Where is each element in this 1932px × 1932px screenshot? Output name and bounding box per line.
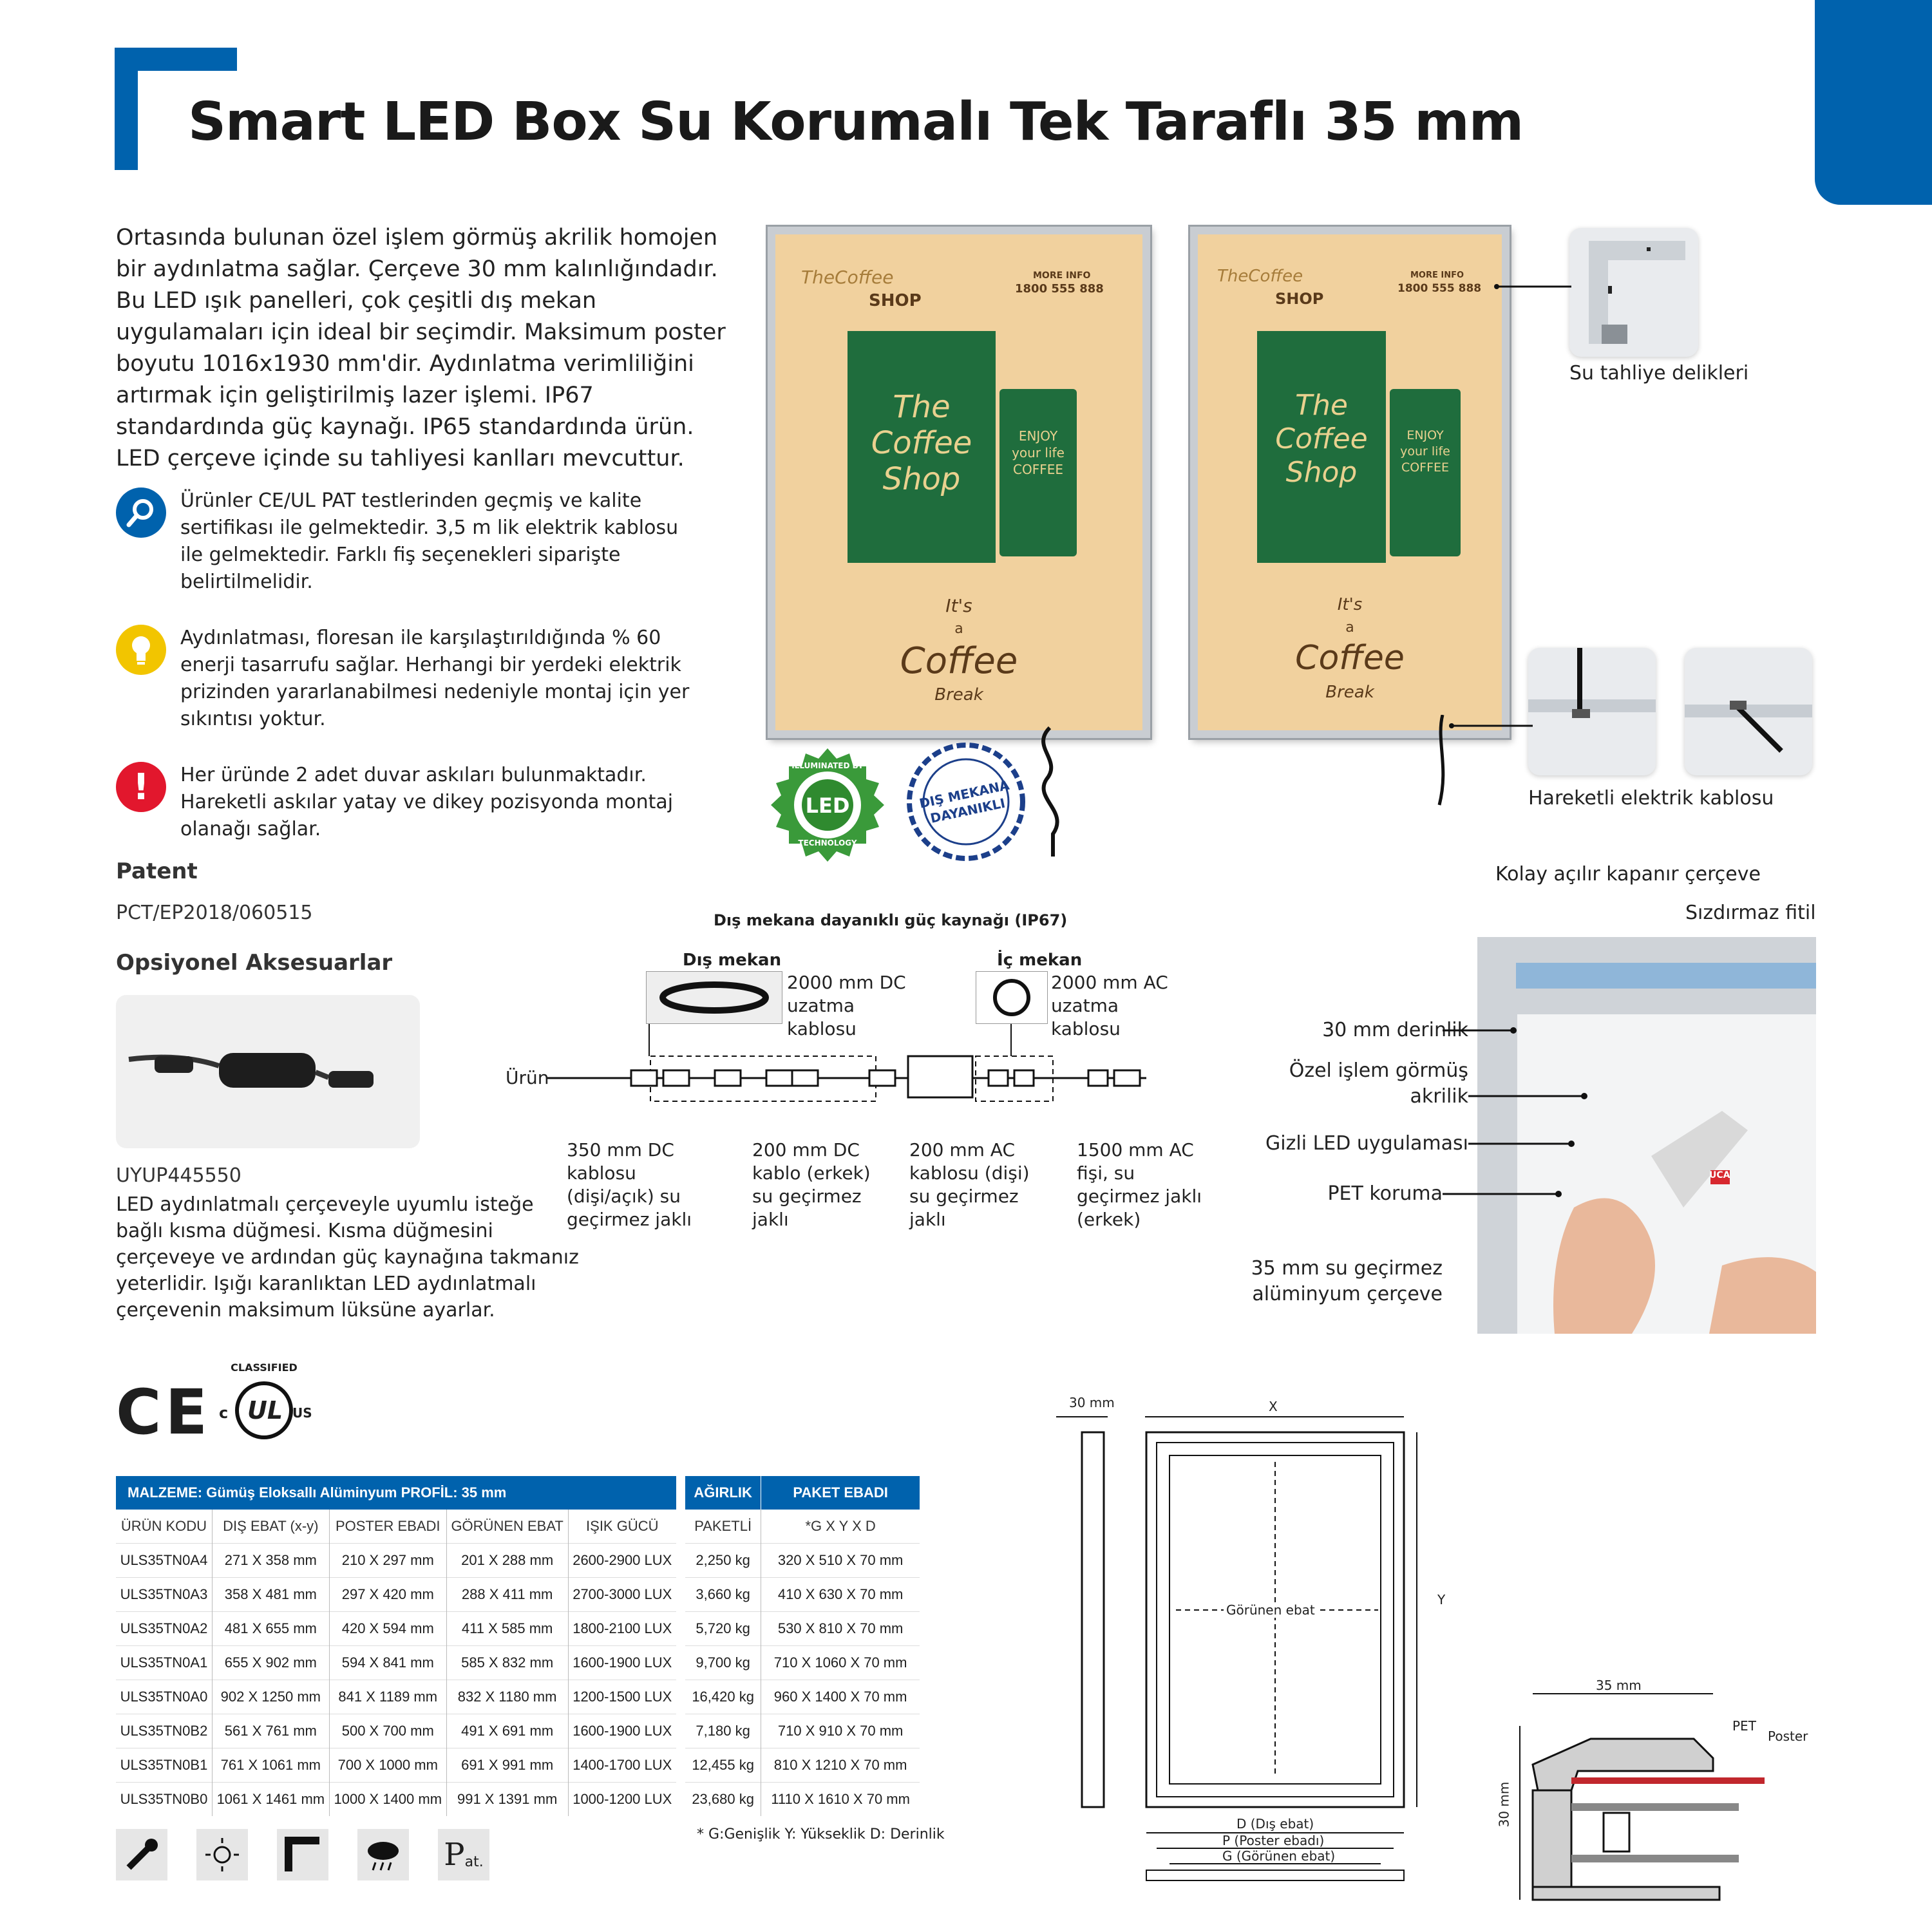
package-sub: *G X Y X D bbox=[761, 1510, 920, 1544]
leader-line bbox=[1494, 283, 1571, 290]
poster-shop: SHOP bbox=[869, 291, 922, 310]
cutaway-stamp: UCA bbox=[1709, 1170, 1730, 1180]
table-cell: 7,180 kg bbox=[685, 1714, 761, 1748]
tag1: It's bbox=[1337, 595, 1363, 614]
patent-number: PCT/EP2018/060515 bbox=[116, 902, 313, 924]
table-cell: 481 X 655 mm bbox=[212, 1612, 329, 1646]
power-cable bbox=[1018, 721, 1095, 863]
ul-mark bbox=[213, 1359, 316, 1443]
table-cell: ULS35TN0A3 bbox=[116, 1578, 212, 1612]
table-cell: 655 X 902 mm bbox=[212, 1646, 329, 1680]
table-cell: ULS35TN0A4 bbox=[116, 1544, 212, 1578]
table-cell: 411 X 585 mm bbox=[446, 1612, 568, 1646]
poster-frame-front bbox=[768, 227, 1150, 738]
drain-holes-photo bbox=[1569, 228, 1698, 357]
table-cell: 500 X 700 mm bbox=[329, 1714, 446, 1748]
cable-350-label: 350 mm DC kablosu (dişi/açık) su geçirmez jaklı bbox=[567, 1139, 692, 1230]
led-label: Gizli LED uygulaması bbox=[1265, 1132, 1468, 1155]
table-cell: 1800-2100 LUX bbox=[568, 1612, 676, 1646]
ce-mark: CE bbox=[116, 1376, 212, 1448]
feature-text: Her üründe 2 adet duvar askıları bulunmaktadır. Hareketli askılar yatay ve dikey pozisyonda montaj olanağı sağlar. bbox=[180, 764, 674, 840]
table-cell: 841 X 1189 mm bbox=[329, 1680, 446, 1714]
table-cell: ULS35TN0B2 bbox=[116, 1714, 212, 1748]
tag3: Coffee bbox=[1295, 639, 1405, 677]
col-poster: POSTER EBADI bbox=[329, 1510, 446, 1544]
cable-photo-2 bbox=[1685, 648, 1812, 775]
col-light: IŞIK GÜCÜ bbox=[568, 1510, 676, 1544]
drain-holes-caption: Su tahliye delikleri bbox=[1569, 362, 1749, 384]
d-label: D (Dış ebat) bbox=[1236, 1816, 1314, 1832]
y-label: Y bbox=[1437, 1592, 1446, 1607]
table-cell: 1000-1200 LUX bbox=[568, 1783, 676, 1817]
accessory-desc: LED aydınlatmalı çerçeveyle uyumlu isteğe bağlı kısma düğmesi. Kısma düğmesini çerçeveye ve ardından güç kaynağına takmanız yeterlidir. Işığı karanlıktan LED aydınlatmalı çerçevenin maksimum lüksüne ayarlar. bbox=[116, 1193, 579, 1321]
table-cell: 1061 X 1461 mm bbox=[212, 1783, 329, 1817]
outdoor-badge-text: DIŞ MEKANA DAYANIKLI bbox=[918, 777, 1011, 826]
dc-ext-label: 2000 mm DC uzatma kablosu bbox=[787, 972, 906, 1039]
poster-shop: SHOP bbox=[1275, 290, 1324, 308]
seal-label: Sızdırmaz fitil bbox=[1685, 902, 1816, 924]
rain-cloud-icon bbox=[357, 1829, 409, 1880]
tag2: a bbox=[1345, 620, 1354, 636]
title-bracket-top bbox=[115, 48, 237, 71]
table-cell: 5,720 kg bbox=[685, 1612, 761, 1646]
light-icon bbox=[196, 1829, 248, 1880]
acrylic-label: Özel işlem görmüş akrilik bbox=[1289, 1059, 1468, 1108]
ac-ext-label: 2000 mm AC uzatma kablosu bbox=[1051, 972, 1168, 1039]
poster-profile-label: Poster bbox=[1768, 1728, 1808, 1744]
table-cell: ULS35TN0A2 bbox=[116, 1612, 212, 1646]
cable-200dc-label: 200 mm DC kablo (erkek) su geçirmez jaklı bbox=[752, 1139, 871, 1230]
dimmer-photo bbox=[116, 995, 420, 1148]
indoor-label: İç mekan bbox=[997, 951, 1083, 970]
bag-text: The Coffee Shop bbox=[1275, 389, 1368, 489]
table-cell: 1000 X 1400 mm bbox=[329, 1783, 446, 1817]
table-cell: 691 X 991 mm bbox=[446, 1748, 568, 1783]
visible-size-label: Görünen ebat bbox=[1224, 1602, 1318, 1618]
table-cell: ULS35TN0B0 bbox=[116, 1783, 212, 1817]
profile-width-label: 35 mm bbox=[1596, 1678, 1642, 1693]
spec-table bbox=[116, 1476, 676, 1816]
led-badge-text: LED bbox=[805, 793, 850, 818]
depth-label: 30 mm derinlik bbox=[1322, 1019, 1468, 1041]
table-cell: 2600-2900 LUX bbox=[568, 1544, 676, 1578]
open-label: Kolay açılır kapanır çerçeve bbox=[1495, 863, 1761, 886]
power-chain bbox=[547, 1024, 1159, 1114]
ul-text: UL bbox=[247, 1396, 283, 1425]
screw-icon bbox=[116, 1829, 167, 1880]
table-cell: 12,455 kg bbox=[685, 1748, 761, 1783]
poster-more: MORE INFO bbox=[1410, 270, 1464, 280]
ul-classified: CLASSIFIED bbox=[231, 1361, 298, 1374]
feature-text: Aydınlatması, floresan ile karşılaştırıldığında % 60 enerji tasarrufu sağlar. Herhangi bir yerdeki elektrik prizinden yararlanabilmesi nedeniyle montaj için yer sıkıntısı yoktur. bbox=[180, 627, 690, 730]
tag4: Break bbox=[934, 685, 983, 705]
cable-photo-1 bbox=[1528, 648, 1656, 775]
patent-icon-p: P bbox=[444, 1837, 465, 1873]
profile-height-label: 30 mm bbox=[1496, 1781, 1512, 1828]
poster-frame-angled bbox=[1190, 227, 1510, 738]
poster-brand: TheCoffee bbox=[801, 267, 894, 288]
table-cell: 991 X 1391 mm bbox=[446, 1783, 568, 1817]
lightbulb-icon bbox=[116, 625, 166, 675]
coffee-bag bbox=[848, 331, 996, 563]
coffee-bag bbox=[1257, 331, 1386, 563]
table-cell: 297 X 420 mm bbox=[329, 1578, 446, 1612]
patent-icon-sub: at. bbox=[464, 1853, 484, 1870]
table-cell: 23,680 kg bbox=[685, 1783, 761, 1817]
profile-drawing bbox=[1501, 1687, 1777, 1919]
table-cell: 1600-1900 LUX bbox=[568, 1714, 676, 1748]
outdoor-badge bbox=[905, 741, 1027, 863]
poster-phone: 1800 555 888 bbox=[1015, 282, 1104, 296]
cutaway-leaders bbox=[1443, 1024, 1597, 1204]
ac-cable-photo bbox=[976, 971, 1048, 1024]
poster-phone: 1800 555 888 bbox=[1397, 282, 1482, 295]
table-cell: 320 X 510 X 70 mm bbox=[761, 1544, 920, 1578]
table-cell: 594 X 841 mm bbox=[329, 1646, 446, 1680]
table-cell: 710 X 1060 X 70 mm bbox=[761, 1646, 920, 1680]
corner-accent bbox=[1815, 0, 1932, 205]
table-cell: 16,420 kg bbox=[685, 1680, 761, 1714]
tag3: Coffee bbox=[900, 640, 1018, 682]
cable-1500-label: 1500 mm AC fişi, su geçirmez jaklı (erkek) bbox=[1077, 1139, 1202, 1230]
table-cell: 761 X 1061 mm bbox=[212, 1748, 329, 1783]
table-cell: 1600-1900 LUX bbox=[568, 1646, 676, 1680]
cup-text: ENJOY your life COFFEE bbox=[1012, 428, 1065, 477]
table-cell: 420 X 594 mm bbox=[329, 1612, 446, 1646]
led-badge-top: ILLUMINATED BY bbox=[791, 761, 864, 770]
weight-sub: PAKETLİ bbox=[694, 1518, 752, 1534]
table-cell: 810 X 1210 X 70 mm bbox=[761, 1748, 920, 1783]
feature-1 bbox=[116, 488, 696, 596]
table-cell: 902 X 1250 mm bbox=[212, 1680, 329, 1714]
table-cell: 710 X 910 X 70 mm bbox=[761, 1714, 920, 1748]
poster-brand: TheCoffee bbox=[1217, 267, 1303, 286]
table-cell: 491 X 691 mm bbox=[446, 1714, 568, 1748]
table-cell: 700 X 1000 mm bbox=[329, 1748, 446, 1783]
weight-table bbox=[685, 1476, 920, 1816]
cable-200ac-label: 200 mm AC kablosu (dişi) su geçirmez jaklı bbox=[909, 1139, 1030, 1230]
table-note: * G:Genişlik Y: Yükseklik D: Derinlik bbox=[697, 1826, 945, 1842]
table-cell: 2700-3000 LUX bbox=[568, 1578, 676, 1612]
g-label: G (Görünen ebat) bbox=[1222, 1848, 1336, 1864]
col-outer: DIŞ EBAT (x-y) bbox=[212, 1510, 329, 1544]
table-cell: 358 X 481 mm bbox=[212, 1578, 329, 1612]
dc-cable-photo bbox=[646, 971, 782, 1024]
table-cell: 832 X 1180 mm bbox=[446, 1680, 568, 1714]
table-cell: 585 X 832 mm bbox=[446, 1646, 568, 1680]
table-cell: 1110 X 1610 X 70 mm bbox=[761, 1783, 920, 1817]
poster-more: MORE INFO bbox=[1033, 270, 1091, 281]
accessory-code: UYUP445550 bbox=[116, 1164, 242, 1187]
col-visible: GÖRÜNEN EBAT bbox=[446, 1510, 568, 1544]
coffee-cup bbox=[1390, 389, 1461, 556]
table-cell: 3,660 kg bbox=[685, 1578, 761, 1612]
intro-text: Ortasında bulunan özel işlem görmüş akrilik homojen bir aydınlatma sağlar. Çerçeve 30 mm kalınlığındadır. Bu LED ışık panelleri, çok çeşitli dış mekan uygulamaları için ideal bir seçimdir. Maksimum poster boyutu 1016x1930 mm'dir. Aydınlatma verimliliğini artırmak için geliştirilmiş lazer işlemi. IP67 standardında güç kaynağı. IP65 standardında ürün. LED çerçeve içinde su tahliyesi kanlları mevcuttur. bbox=[116, 225, 726, 471]
ul-c: c bbox=[219, 1404, 229, 1422]
table-cell: 530 X 810 X 70 mm bbox=[761, 1612, 920, 1646]
weight-header: AĞIRLIK bbox=[694, 1484, 752, 1501]
tag2: a bbox=[954, 621, 963, 637]
ul-us: US bbox=[292, 1405, 312, 1421]
feature-3 bbox=[116, 762, 696, 843]
leader-line bbox=[1449, 723, 1533, 729]
tag4: Break bbox=[1325, 683, 1374, 702]
led-badge-bottom: TECHNOLOGY bbox=[798, 838, 857, 848]
table-cell: 210 X 297 mm bbox=[329, 1544, 446, 1578]
frame-corner-icon bbox=[277, 1829, 328, 1880]
package-header: PAKET EBADI bbox=[761, 1476, 920, 1510]
material-header: MALZEME: Gümüş Eloksallı Alüminyum PROFİL: 35 mm bbox=[128, 1484, 507, 1501]
table-cell: 561 X 761 mm bbox=[212, 1714, 329, 1748]
product-label: Ürün bbox=[506, 1067, 549, 1088]
power-cable-2 bbox=[1430, 715, 1455, 811]
table-cell: 1400-1700 LUX bbox=[568, 1748, 676, 1783]
feature-text: Ürünler CE/UL PAT testlerinden geçmiş ve kalite sertifikası ile gelmektedir. 3,5 m lik elektrik kablosu ile gelmektedir. Farklı fiş seçenekleri siparişte belirtilmelidir. bbox=[180, 489, 679, 593]
table-cell: 288 X 411 mm bbox=[446, 1578, 568, 1612]
patent-heading: Patent bbox=[116, 858, 198, 884]
side-width-label: 30 mm bbox=[1069, 1395, 1115, 1410]
cable-caption: Hareketli elektrik kablosu bbox=[1528, 787, 1774, 810]
table-cell: 960 X 1400 X 70 mm bbox=[761, 1680, 920, 1714]
table-cell: 9,700 kg bbox=[685, 1646, 761, 1680]
page-title: Smart LED Box Su Korumalı Tek Taraflı 35 mm bbox=[188, 91, 1524, 153]
x-label: X bbox=[1269, 1399, 1278, 1414]
p-label: P (Poster ebadı) bbox=[1222, 1833, 1325, 1848]
col-code: ÜRÜN KODU bbox=[120, 1518, 207, 1534]
table-cell: 201 X 288 mm bbox=[446, 1544, 568, 1578]
magnifier-icon bbox=[116, 488, 166, 538]
feature-2 bbox=[116, 625, 696, 733]
accessories-heading: Opsiyonel Aksesuarlar bbox=[116, 950, 393, 976]
led-badge bbox=[770, 747, 886, 863]
table-cell: ULS35TN0B1 bbox=[116, 1748, 212, 1783]
exclamation-icon: ! bbox=[116, 762, 166, 812]
pet-profile-label: PET bbox=[1732, 1718, 1756, 1734]
pet-label: PET koruma bbox=[1327, 1182, 1443, 1205]
power-title: Dış mekana dayanıklı güç kaynağı (IP67) bbox=[714, 911, 1068, 929]
patent-icon bbox=[438, 1829, 489, 1880]
table-cell: 271 X 358 mm bbox=[212, 1544, 329, 1578]
outdoor-label: Dış mekan bbox=[683, 951, 782, 970]
table-cell: 1200-1500 LUX bbox=[568, 1680, 676, 1714]
table-cell: 410 X 630 X 70 mm bbox=[761, 1578, 920, 1612]
tag1: It's bbox=[945, 595, 972, 616]
coffee-cup bbox=[999, 389, 1077, 556]
table-cell: ULS35TN0A0 bbox=[116, 1680, 212, 1714]
frame-label: 35 mm su geçirmez alüminyum çerçeve bbox=[1251, 1257, 1443, 1305]
table-cell: 2,250 kg bbox=[685, 1544, 761, 1578]
cup-text: ENJOY your life COFFEE bbox=[1400, 428, 1450, 475]
table-cell: ULS35TN0A1 bbox=[116, 1646, 212, 1680]
bag-text: The Coffee Shop bbox=[871, 389, 972, 497]
